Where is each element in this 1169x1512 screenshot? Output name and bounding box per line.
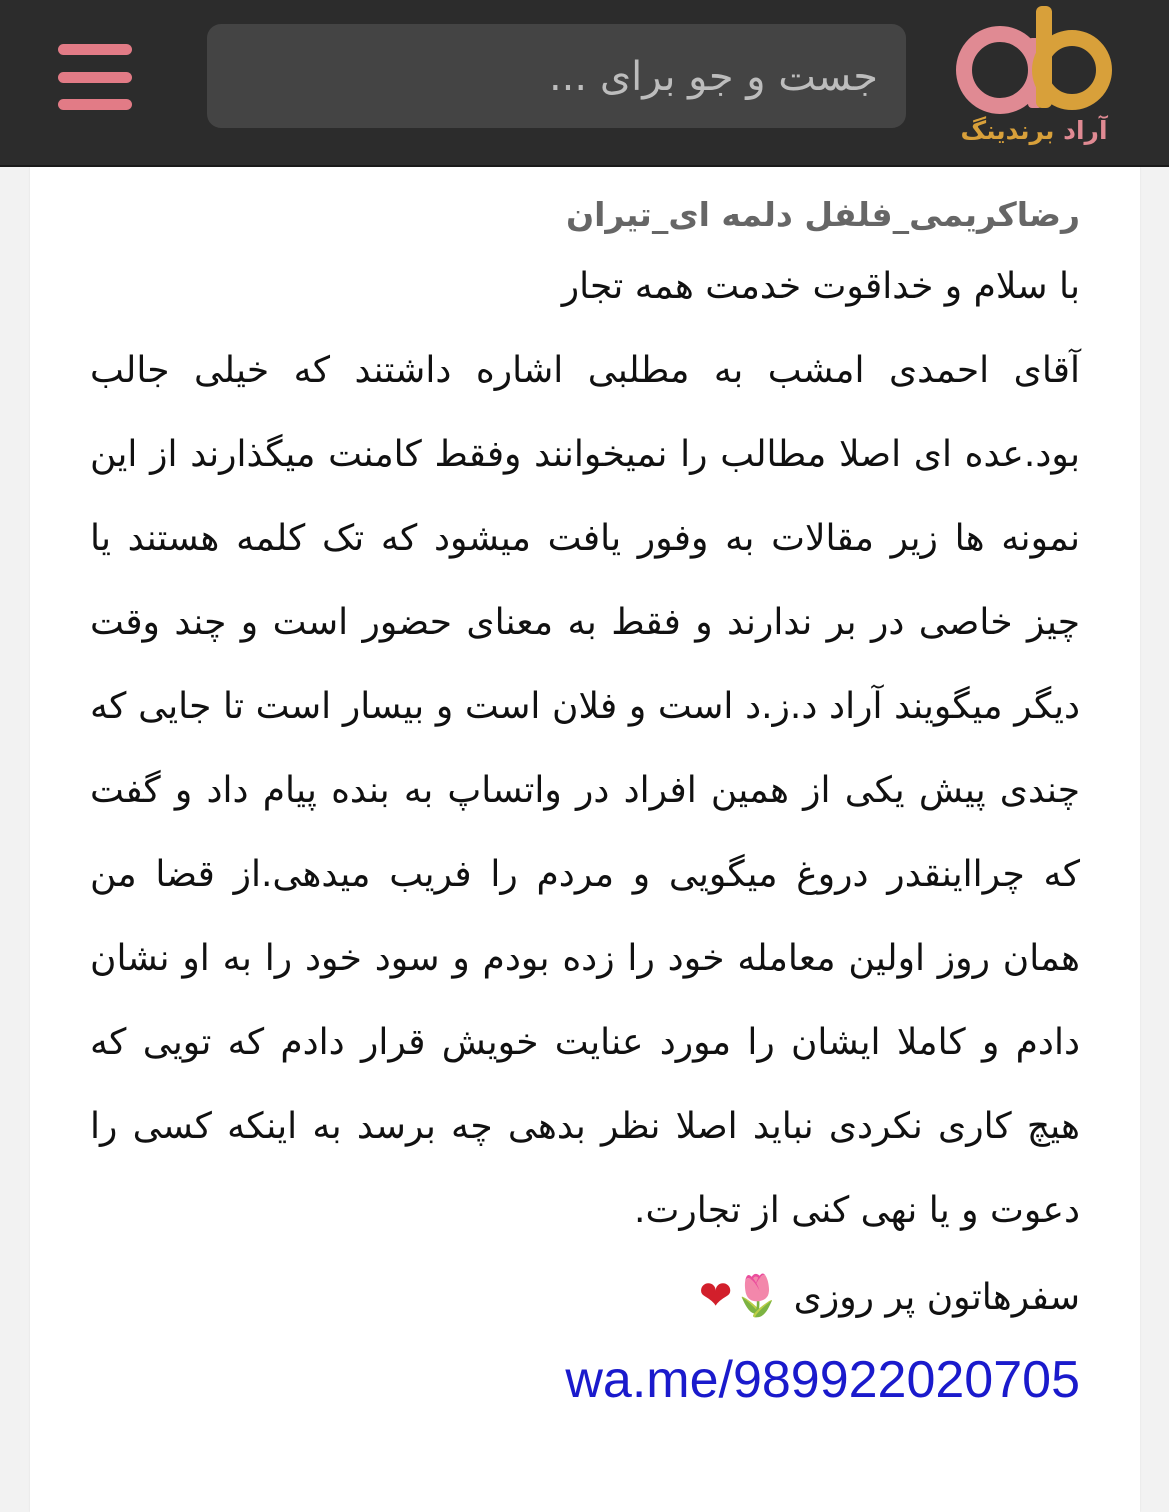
comment-body: آقای احمدی امشب به مطلبی اشاره داشتند که خیلی جالب بود.عده ای اصلا مطالب را نمیخوانند وفقط کامنت میگذارند از این نمونه ها زیر مقالات به وفور یافت میشود که تک کلمه هستند یا چیز خاصی در بر ندارند و فقط به معنای حضور است و چند وقت دیگر میگویند آراد د.ز.د است و فلان است و بیسار است تا جایی که چندی پیش یکی از همین افراد در واتساپ به بنده پیام داد و گفت که چرااینقدر دروغ میگویی و مردم را فریب میدهی.از قضا من همان روز اولین معامله خود را زده بودم و سود خود را به او نشان دادم و کاملا ایشان را مورد عنایت خویش قرار دادم که تویی که هیچ کاری نکردی نباید اصلا نظر بدهی چه برسد به اینکه کسی را دعوت و یا نهی کنی از تجارت. bbox=[90, 350, 1080, 1231]
logo-word-2: برندینگ bbox=[960, 116, 1055, 145]
hamburger-menu-icon[interactable] bbox=[58, 44, 132, 110]
whatsapp-link[interactable]: wa.me/989922020705 bbox=[565, 1351, 1080, 1409]
tulip-icon: 🌷 bbox=[732, 1273, 783, 1319]
logo-mark-icon bbox=[950, 2, 1118, 122]
comment-signoff bbox=[90, 1253, 1080, 1341]
top-header bbox=[0, 0, 1169, 167]
comment-content bbox=[90, 185, 1080, 1425]
search-input[interactable] bbox=[237, 24, 880, 130]
signoff-text: سفرهاتون پر روزی bbox=[793, 1277, 1080, 1318]
comment-author-title: رضاکریمی_فلفل دلمه ای_تیران bbox=[565, 195, 1080, 234]
comment-greeting: با سلام و خداقوت خدمت همه تجار bbox=[561, 266, 1080, 307]
comment-card bbox=[30, 167, 1140, 1512]
logo-word-1: آراد bbox=[1063, 116, 1108, 145]
logo-text bbox=[950, 116, 1118, 145]
heart-icon: ❤ bbox=[698, 1273, 733, 1319]
search-box[interactable] bbox=[207, 24, 906, 128]
brand-logo[interactable] bbox=[950, 2, 1118, 162]
